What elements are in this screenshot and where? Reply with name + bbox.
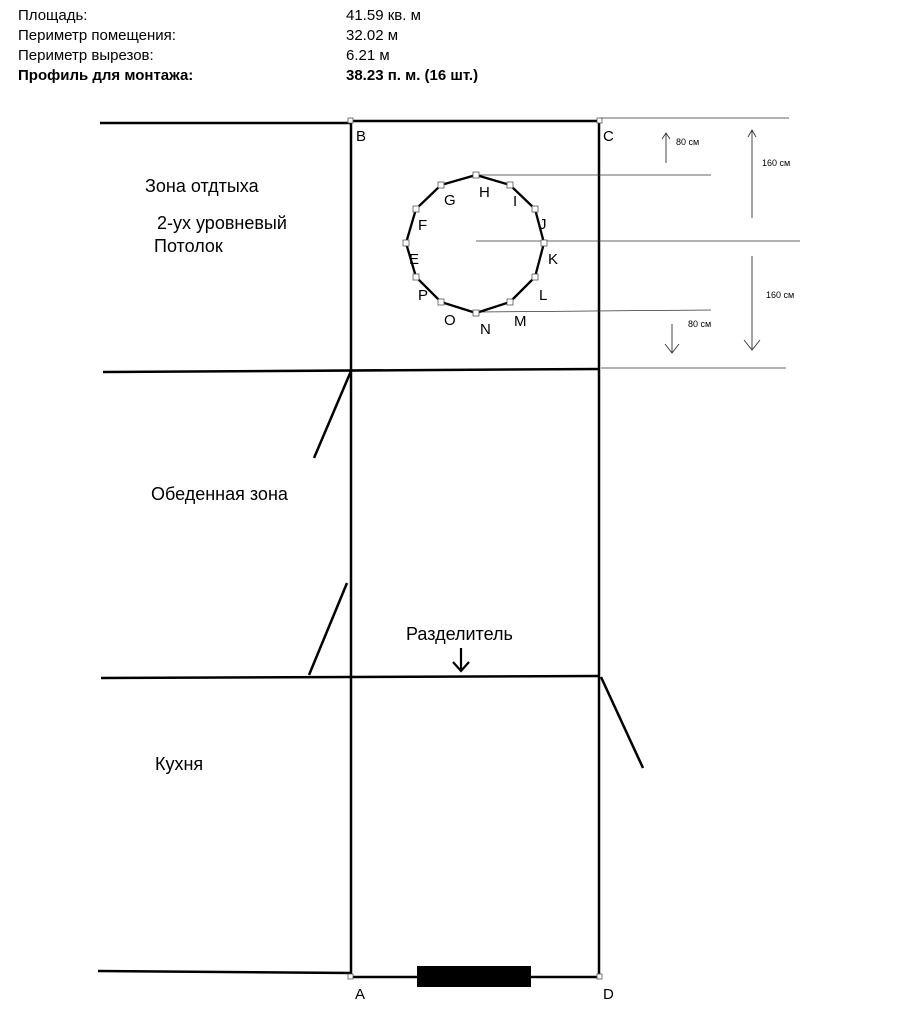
vertex-e-marker: [403, 240, 409, 246]
door-swing-dining: [314, 371, 351, 458]
door-swing-kitchen-left: [309, 583, 347, 675]
guide-line-polygon-bottom: [476, 310, 711, 312]
kitchen-label: Кухня: [155, 754, 204, 774]
corner-d-label: D: [603, 986, 614, 1003]
vertex-j-label: J: [539, 216, 547, 233]
dim-bottom-long: 160 см: [766, 290, 795, 300]
area-label: Площадь:: [18, 7, 88, 24]
dim-bottom-short: 80 см: [688, 319, 712, 329]
vertex-p-label: P: [418, 287, 429, 304]
corner-c-marker: [597, 118, 602, 123]
dining-zone-label: Обеденная зона: [151, 484, 288, 504]
corner-markers: [348, 118, 602, 979]
vertex-f-label: F: [418, 217, 428, 234]
zone-labels: [145, 176, 513, 774]
divider-label: Разделитель: [406, 624, 513, 644]
vertex-m-label: M: [514, 313, 527, 330]
corner-b-marker: [348, 118, 353, 123]
ceiling-polygon: [403, 172, 558, 338]
dim-top-short: 80 см: [676, 137, 700, 147]
ceiling-label-line1: 2-ух уровневый: [157, 213, 287, 233]
profile-value: 38.23 п. м. (16 шт.): [346, 67, 479, 84]
corner-b-label: B: [356, 128, 367, 145]
vertex-l-marker: [532, 274, 538, 280]
vertex-h-marker: [473, 172, 479, 178]
vertex-h-label: H: [479, 184, 490, 201]
vertex-p-marker: [413, 274, 419, 280]
corner-labels: [355, 128, 614, 1003]
divider-arrow: [453, 648, 469, 671]
cutout-perimeter-value: 6.21 м: [346, 47, 390, 64]
cutout-perimeter-label: Периметр вырезов:: [18, 47, 154, 64]
vertex-n-label: N: [480, 321, 491, 338]
dim-top-long: 160 см: [762, 158, 791, 168]
vertex-o-marker: [438, 299, 444, 305]
dimension-labels: [676, 137, 794, 329]
kitchen-bottom-line: [98, 971, 351, 973]
vertex-n-marker: [473, 310, 479, 316]
vertex-m-marker: [507, 299, 513, 305]
corner-d-marker: [597, 974, 602, 979]
corner-a-marker: [348, 974, 353, 979]
guide-lines: [476, 118, 800, 368]
dining-kitchen-boundary: [101, 676, 599, 678]
vertex-f-marker: [413, 206, 419, 212]
door-swing-kitchen-right: [601, 677, 643, 768]
room-perimeter-value: 32.02 м: [346, 27, 399, 44]
ceiling-label-line2: Потолок: [154, 236, 223, 256]
vertex-i-marker: [507, 182, 513, 188]
profile-label: Профиль для монтажа:: [18, 67, 194, 84]
vertex-g-marker: [438, 182, 444, 188]
vertex-i-label: I: [513, 193, 518, 210]
corner-c-label: C: [603, 128, 614, 145]
room-outline: [351, 121, 599, 977]
vertex-k-marker: [541, 240, 547, 246]
room-perimeter-label: Периметр помещения:: [18, 27, 176, 44]
area-value: 41.59 кв. м: [346, 7, 421, 24]
rest-zone-label: Зона отдтыха: [145, 176, 259, 196]
vertex-l-label: L: [539, 287, 548, 304]
vertex-e-label: E: [409, 251, 420, 268]
vertex-g-label: G: [444, 192, 456, 209]
window-block: [417, 966, 531, 987]
vertex-j-marker: [532, 206, 538, 212]
corner-a-label: A: [355, 986, 366, 1003]
vertex-o-label: O: [444, 312, 456, 329]
vertex-k-label: K: [548, 251, 559, 268]
